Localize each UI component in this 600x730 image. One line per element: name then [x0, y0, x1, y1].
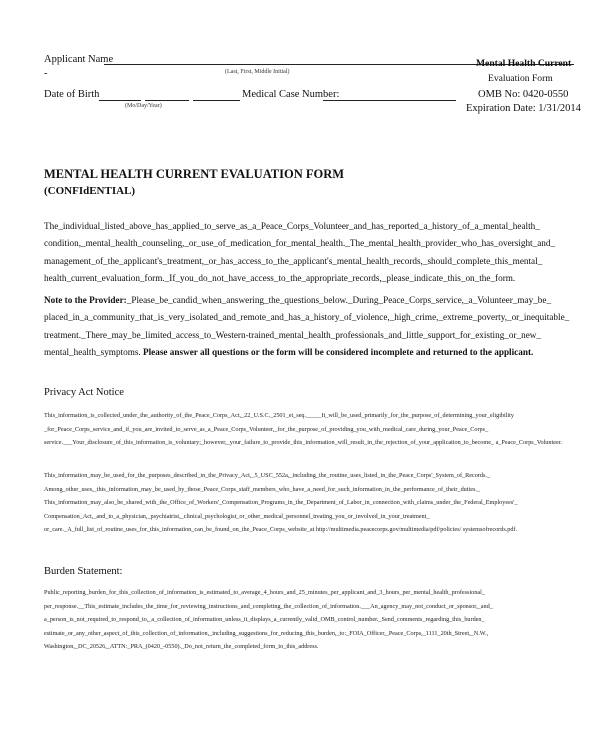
page-title: MENTAL HEALTH CURRENT EVALUATION FORM	[44, 167, 345, 181]
case-number-label: Medical Case Number:	[242, 89, 340, 100]
dob-day-field[interactable]	[145, 100, 189, 101]
privacy-paragraph-1: This_information_is_collected_under_the_authority_of_the_Peace_Corps_Act,_22_U.S.C._2501_et_seq._____It_will_be_used_primarily_for_the_purpose_of_determining_your_eligibility _for_Peace_Corps_service_and_if_you_are_invited_to_serve_as_a_Peace_Corps_Volunteer,_for_the_purpose_of_providing_you_with_medical_care_during_your_Peace_Corps_ service.___Your_disclosure_of_this_information_is_voluntary;_however,_your_failure_to_provide_this_information_will_result_in_the_rejection_of_your_application_to_become_ a_Peace_Corps_Volunteer.	[44, 412, 562, 447]
form-title-line2: Evaluation Form	[488, 73, 553, 84]
privacy-heading: Privacy Act Notice	[44, 387, 124, 398]
name-hint: (Last, First, Middle Initial)	[225, 69, 290, 75]
provider-note	[44, 292, 570, 361]
privacy-paragraph-2: This_information_may_be_used_for_the_purposes_described_in_the_Privacy_Act,_5_USC_552a,_including_the_routine_uses_listed_in_the_Peace_Corps'_System_of_Records._ Among_other_uses,_this_information_may_be_used_by_those_Peace_Corps_staff_members_who_have_a_need_for_such_information_in_the_performance_of_their_duties._ This_information_may_also_be_shared_with_the_Office_of_Workers'_Compensation_Programs_in_the_Department_of_Labor_in_connection_with_claims_under_the_Federal_Employees'_ Compensation_Act,_and_to_a_physician,_psychiatrist,_clinical_psychologist_or_other_medical_personnel_treating_you_or_involved_in_your_treatment_ or_care._A_full_list_of_routine_uses_for_this_information_can_be_found_on_the_Peace_Corps_website_at http://multimedia.peacecorps.gov/multimedia/pdf/policies/ systemsofrecords.pdf.	[44, 472, 518, 534]
note-bold-end: Please answer all questions or the form will be considered incomplete and returned to the applicant.	[140, 346, 534, 357]
dash-mark: -	[44, 68, 48, 79]
omb-number: OMB No: 0420-0550	[478, 89, 569, 100]
expiration-date: Expiration Date: 1/31/2014	[466, 103, 581, 114]
burden-heading: Burden Statement:	[44, 566, 123, 577]
confidential-label: (CONFIdENTIAL)	[44, 185, 136, 197]
case-number-field[interactable]	[323, 100, 456, 101]
dob-label: Date of Birth	[44, 89, 100, 100]
burden-paragraph: Public_reporting_burden_for_this_collection_of_information_is_estimated_to_average_4_hours_and_25_minutes_per_applicant_and_3_hours_per_mental_health_professional_ per_response.__This_estimate_includes_the_time_for_reviewing_instructions_and_completing_the_collection_of_information.___An_agency_may_not_conduct_or_sponsor,_and_ a_person_is_not_required_to_respond_to,_a_collection_of_information_unless_it_displays_a_currently_valid_OMB_control_number._Send_comments_regarding_this_burden_ estimate_or_any_other_aspect_of_this_collection_of_information,_including_suggestions_for_reducing_this_burden,_to:_FOIA_Officer,_Peace_Corps,_1111_20th_Street,_N.W., Washington,_DC_20526,_ATTN:_PRA_(0420_-0550)._Do_not_return_the_completed_form_to_this_address.	[44, 589, 493, 651]
intro-paragraph: The_individual_listed_above_has_applied_to_serve_as_a_Peace_Corps_Volunteer_and_has_reported_a_history_of_a_mental_health_ condition,_mental_health_counseling,_or_use_of_medication_for_mental_health._The_mental_health_provider_who_has_oversight_and_ management_of_the_applicant's_treatment,_or_has_access_to_the_applicant's_mental_health_records,_should_complete_this_mental_ health_current_evaluation_form._If_you_do_not_have_access_to_the_appropriate_records,_please_indicate_this_on_the_form.	[44, 221, 556, 283]
applicant-name-label: Applicant Name	[44, 54, 114, 65]
form-title-line1: Mental Health Current	[476, 58, 572, 69]
dob-hint: (Mo/Day/Year)	[125, 103, 162, 109]
dob-month-field[interactable]	[99, 100, 141, 101]
dob-year-field[interactable]	[193, 100, 240, 101]
note-label: Note to the Provider:	[44, 295, 127, 305]
note-text: _Please_be_candid_when_answering_the_questions_below._During_Peace_Corps_service,_a_Volunteer_may_be_ placed_in_a_community_that_is_very_isolated_and_remote_and_has_a_history_of_violence,_high_crime,_extreme_poverty,_or_inequitable_ treatment._There_may_be_limited_access_to_Western-trained_mental_health_professionals_and_little_support_for_existing_or_new_ mental_health_symptoms.	[44, 295, 570, 357]
